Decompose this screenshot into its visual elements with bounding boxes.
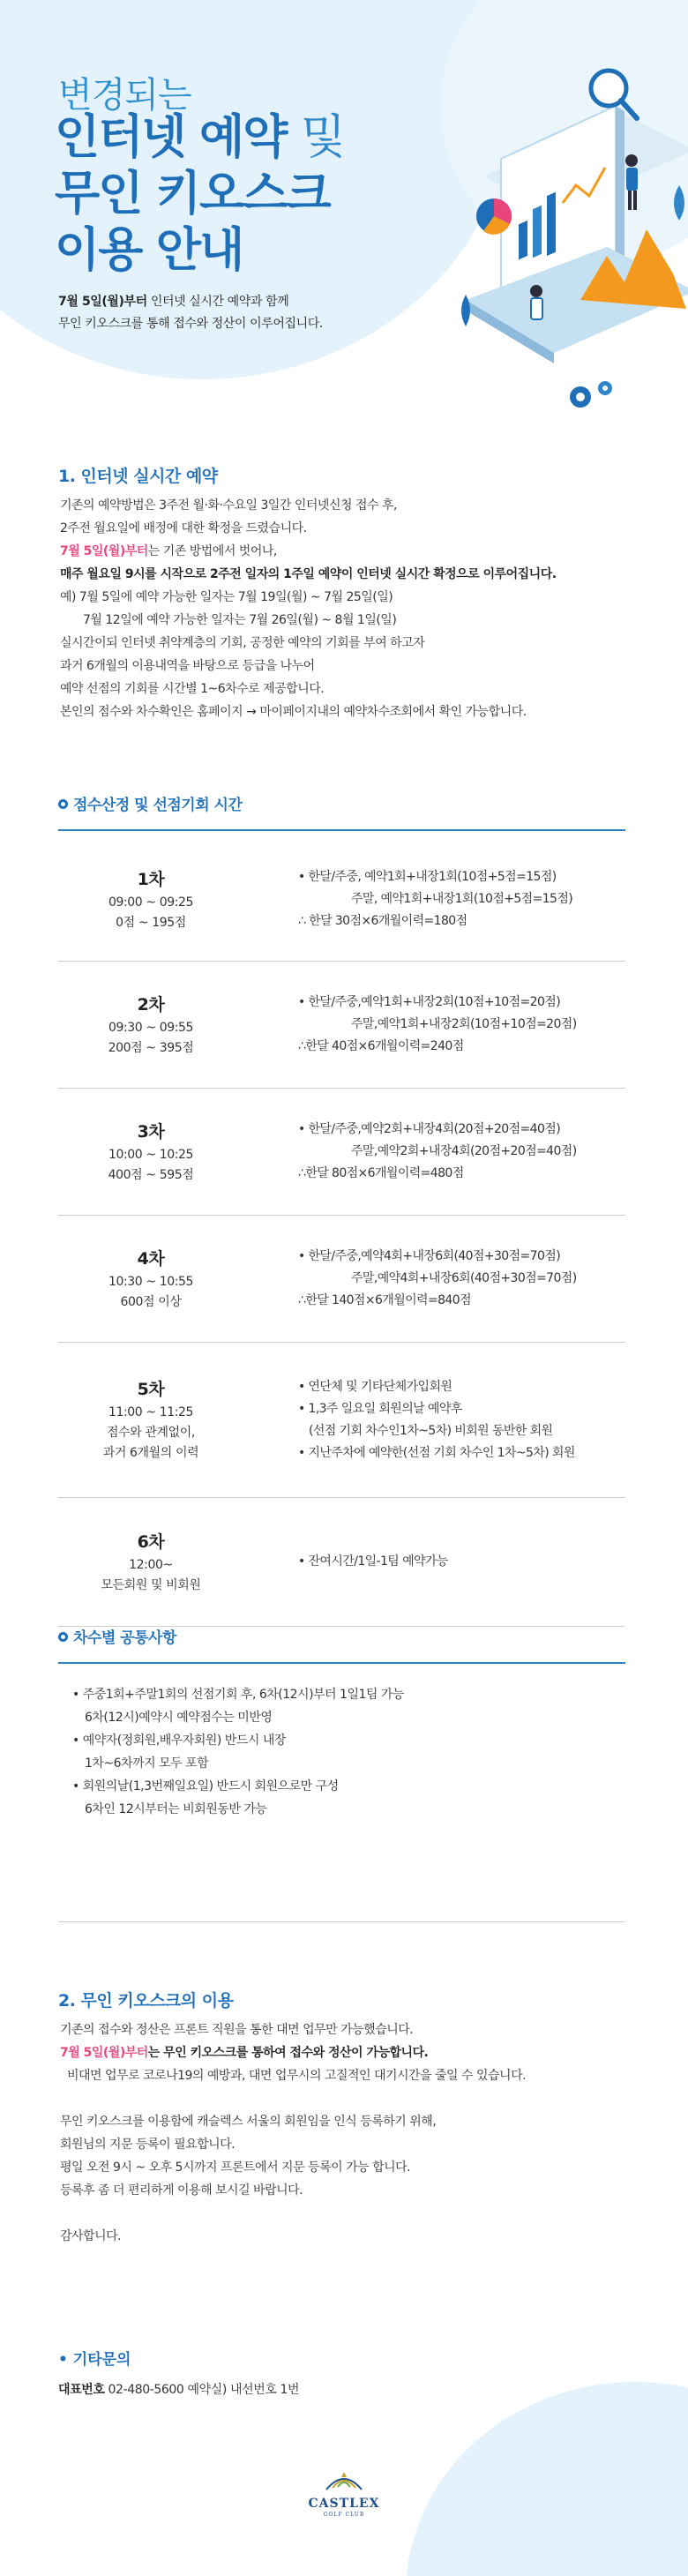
detail-line: • 한달/주중, 예약1회+내장1회(10점+5점=15점) bbox=[298, 870, 557, 884]
section2-line: 무인 키오스크를 이용함에 캐슬렉스 서울의 회원임을 인식 등록하기 위해, bbox=[60, 2115, 437, 2129]
hero-desc-rest: 인터넷 실시간 예약과 함께 bbox=[146, 295, 289, 309]
hero-description bbox=[58, 291, 323, 335]
section2-body bbox=[60, 2018, 653, 2248]
section1-body bbox=[60, 494, 653, 723]
detail-line: 주말,예약1회+내장2회(10점+10점=20점) bbox=[351, 1017, 577, 1031]
detail-line: ∴한달 140점×6개월이력=840점 bbox=[298, 1293, 471, 1307]
section1-line: 예약 선점의 기회를 시간별 1~6차수로 제공합니다. bbox=[60, 682, 325, 696]
thanks-text: 감사합니다. bbox=[60, 2229, 122, 2243]
detail-line: 주말,예약4회+내장6회(40점+30점=70점) bbox=[351, 1271, 577, 1285]
circle-bullet-icon bbox=[58, 799, 68, 809]
schedule-table bbox=[58, 838, 625, 1627]
hero-title-and: 및 bbox=[300, 110, 345, 164]
section1-date: 7월 5일(월)부터 bbox=[60, 544, 148, 558]
common-item-detail: 6차인 12시부터는 비회원동반 가능 bbox=[85, 1802, 267, 1816]
section1-example2: 7월 12일에 예약 가능한 일자는 7월 26일(월) ~ 8월 1일(일) bbox=[83, 613, 397, 627]
section2-date: 7월 5일(월)부터 bbox=[60, 2046, 148, 2060]
detail-line: ∴한달 80점×6개월이력=480점 bbox=[298, 1166, 464, 1180]
section1-line: 본인의 점수와 차수확인은 홈페이지 → 마이페이지내의 예약차수조회에서 확인 가능합니다. bbox=[60, 705, 527, 719]
contact-title: • 기타문의 bbox=[58, 2351, 131, 2369]
round-cell bbox=[58, 1343, 243, 1497]
dashboard-illustration bbox=[448, 35, 688, 423]
logo-crest-icon bbox=[322, 2470, 366, 2493]
round-cell bbox=[58, 1089, 243, 1215]
round-target: 모든회원 및 비회원 bbox=[101, 1577, 201, 1592]
section1-bold-line: 매주 월요일 9시를 시작으로 2주전 일자의 1주일 예약이 인터넷 실시간 확정으로 이루어집니다. bbox=[60, 567, 557, 581]
common-item-detail: 1차~6차까지 모두 포함 bbox=[85, 1756, 209, 1771]
section1-line: 과거 6개월의 이용내역을 바탕으로 등급을 나누어 bbox=[60, 659, 315, 673]
round-detail bbox=[243, 1498, 625, 1626]
hero-desc-line2: 무인 키오스크를 통해 접수와 정산이 이루어집니다. bbox=[58, 317, 323, 331]
round-cell bbox=[58, 1498, 243, 1626]
section2-spacer bbox=[60, 2202, 653, 2225]
section2-change-line bbox=[60, 2041, 653, 2064]
hero-desc-date: 7월 5일(월)부터 bbox=[58, 295, 147, 309]
section1-line: 2주전 월요일에 배정에 대한 확정을 드렸습니다. bbox=[60, 521, 307, 535]
round-number: 2차 bbox=[137, 994, 165, 1015]
round-number: 4차 bbox=[137, 1248, 165, 1269]
round-time: 09:00 ~ 09:25 bbox=[108, 895, 194, 910]
detail-line: • 한달/주중,예약1회+내장2회(10점+10점=20점) bbox=[298, 995, 561, 1009]
common-list bbox=[72, 1683, 404, 1821]
round-detail bbox=[243, 1216, 625, 1342]
circle-bullet-icon bbox=[58, 1632, 68, 1642]
section1-title: 1. 인터넷 실시간 예약 bbox=[58, 467, 218, 486]
section2-change-rest: 는 무인 키오스크를 통하여 접수와 정산이 가능합니다. bbox=[147, 2046, 429, 2060]
round-number: 6차 bbox=[137, 1531, 165, 1552]
hero-title bbox=[55, 109, 344, 279]
section2-line: 평일 오전 9시 ~ 오후 5시까지 프론트에서 지문 등록이 가능 합니다. bbox=[60, 2160, 411, 2175]
section1-change-line bbox=[60, 540, 653, 563]
section2-spacer bbox=[60, 2087, 653, 2110]
section1-line: 실시간이되 인터넷 취약계층의 기회, 공정한 예약의 기회를 부여 하고자 bbox=[60, 636, 425, 650]
table-row bbox=[58, 838, 625, 962]
round-detail bbox=[243, 1343, 625, 1497]
round-score: 400점 ~ 595점 bbox=[108, 1167, 194, 1182]
hero-title-line1: 인터넷 예약 bbox=[55, 110, 287, 164]
round-detail bbox=[243, 1089, 625, 1215]
round-time: 10:00 ~ 10:25 bbox=[108, 1147, 194, 1162]
section2-line: 기존의 접수와 정산은 프론트 직원을 통한 대면 업무만 가능했습니다. bbox=[60, 2023, 414, 2037]
round-detail bbox=[243, 962, 625, 1088]
schedule-title bbox=[58, 792, 242, 814]
schedule-title-text: 점수산정 및 선점기회 시간 bbox=[73, 797, 243, 814]
common-item: • 예약자(정회원,배우자회원) 반드시 내장 bbox=[72, 1734, 286, 1748]
section2-line: 회원님의 지문 등록이 필요합니다. bbox=[60, 2138, 236, 2152]
round-condition: 점수와 관계없이, bbox=[107, 1426, 195, 1440]
logo-brand: CASTLEX bbox=[308, 2497, 380, 2511]
round-cell bbox=[58, 838, 243, 961]
detail-line: 주말, 예약1회+내장1회(10점+5점=15점) bbox=[351, 892, 573, 906]
round-cell bbox=[58, 962, 243, 1088]
table-row bbox=[58, 1216, 625, 1343]
contact-line bbox=[58, 2380, 299, 2398]
common-item: • 회원의날(1,3번째일요일) 반드시 회원으로만 구성 bbox=[72, 1779, 339, 1793]
detail-line: • 지난주차에 예약한(선점 기회 차수인 1차~5차) 회원 bbox=[298, 1445, 575, 1460]
common-bottom-divider bbox=[58, 1921, 625, 1922]
section2-line: 비대면 업무로 코로나19의 예방과, 대면 업무시의 고질적인 대기시간을 줄일 수 있습니다. bbox=[67, 2069, 527, 2083]
common-title bbox=[58, 1625, 176, 1647]
section1-example1: 예) 7월 5일에 예약 가능한 일자는 7월 19일(월) ~ 7월 25일(일) bbox=[60, 590, 393, 604]
detail-line: • 한달/주중,예약2회+내장4회(20점+20점=40점) bbox=[298, 1122, 561, 1136]
round-number: 3차 bbox=[137, 1121, 165, 1142]
castlex-logo bbox=[299, 2470, 389, 2518]
detail-line: • 연단체 및 기타단체가입회원 bbox=[298, 1379, 452, 1394]
round-number: 1차 bbox=[137, 869, 165, 889]
detail-line: ∴한달 40점×6개월이력=240점 bbox=[298, 1039, 464, 1053]
table-row bbox=[58, 1343, 625, 1498]
contact-label: 대표번호 bbox=[58, 2383, 105, 2397]
round-time: 12:00~ bbox=[129, 1557, 173, 1572]
common-item: • 주중1회+주말1회의 선점기회 후, 6차(12시)부터 1일1팀 가능 bbox=[72, 1688, 404, 1702]
section1-change-rest: 는 기존 방법에서 벗어나, bbox=[147, 544, 277, 558]
hero-title-line2: 무인 키오스크 bbox=[55, 167, 330, 221]
section2-title: 2. 무인 키오스크의 이용 bbox=[58, 1991, 234, 2011]
table-row bbox=[58, 1089, 625, 1216]
round-number: 5차 bbox=[137, 1380, 165, 1399]
common-title-text: 차수별 공통사항 bbox=[73, 1629, 176, 1647]
section2-line: 등록후 좀 더 편리하게 이용해 보시길 바랍니다. bbox=[60, 2183, 303, 2198]
detail-line: ∴ 한달 30점×6개월이력=180점 bbox=[298, 914, 467, 928]
table-row bbox=[58, 1498, 625, 1627]
round-score: 200점 ~ 395점 bbox=[108, 1040, 194, 1055]
round-time: 11:00 ~ 11:25 bbox=[108, 1405, 194, 1419]
section1-line: 기존의 예약방법은 3주전 월·화·수요일 3일간 인터넷신청 접수 후, bbox=[60, 498, 397, 513]
hero-title-line3: 이용 안내 bbox=[55, 223, 243, 277]
detail-line: • 한달/주중,예약4회+내장6회(40점+30점=70점) bbox=[298, 1249, 561, 1263]
detail-line: • 잔여시간/1일-1팀 예약가능 bbox=[298, 1554, 448, 1569]
detail-line: (선점 기회 차수인1차~5차) 비회원 동반한 회원 bbox=[309, 1423, 553, 1438]
round-time: 10:30 ~ 10:55 bbox=[108, 1274, 194, 1289]
common-item-detail: 6차(12시)예약시 예약점수는 미반영 bbox=[85, 1711, 273, 1725]
round-score: 0점 ~ 195점 bbox=[116, 915, 186, 930]
round-cell bbox=[58, 1216, 243, 1342]
hero-subtitle: 변경되는 bbox=[58, 75, 191, 116]
round-detail bbox=[243, 838, 625, 961]
round-time: 09:30 ~ 09:55 bbox=[108, 1020, 194, 1035]
round-score: 600점 이상 bbox=[120, 1294, 182, 1309]
table-row bbox=[58, 962, 625, 1089]
logo-club: GOLF CLUB bbox=[323, 2512, 365, 2518]
common-divider bbox=[58, 1662, 625, 1664]
schedule-divider bbox=[58, 829, 625, 831]
detail-line: 주말,예약2회+내장4회(20점+20점=40점) bbox=[351, 1144, 577, 1158]
round-history: 과거 6개월의 이력 bbox=[102, 1446, 199, 1460]
detail-line: • 1,3주 일요일 회원의날 예약후 bbox=[298, 1401, 462, 1416]
footer-background bbox=[406, 2382, 688, 2576]
contact-value: 02-480-5600 예약실) 내선번호 1번 bbox=[104, 2383, 300, 2397]
